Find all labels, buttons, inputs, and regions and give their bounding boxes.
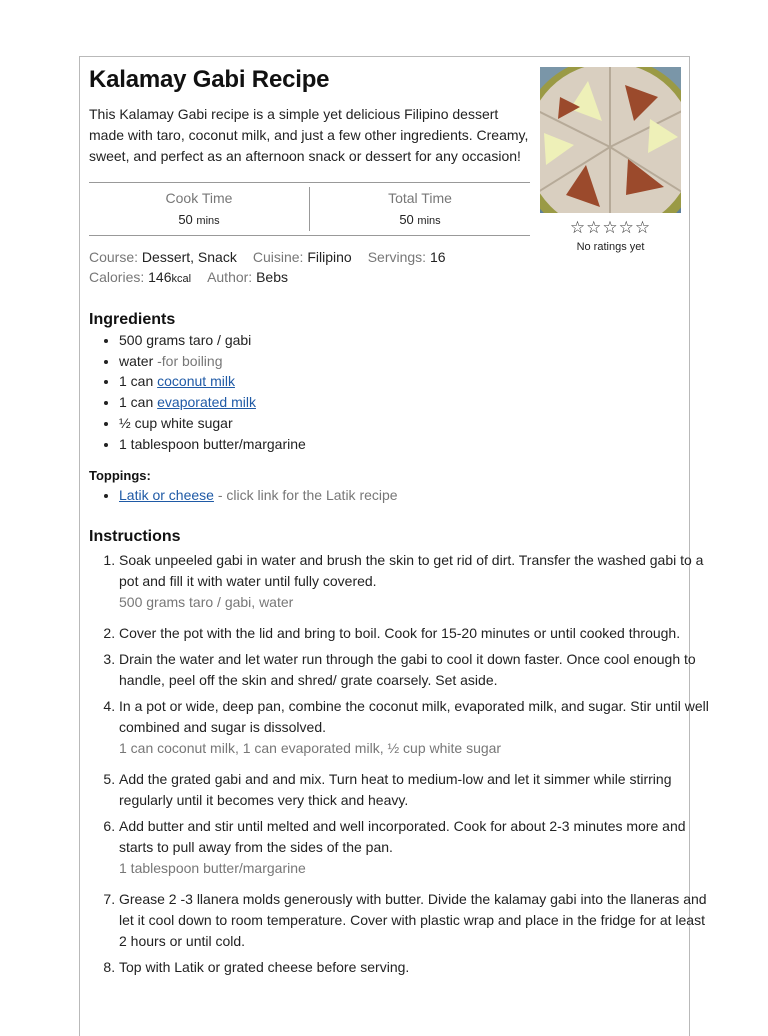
ingredient-item <box>119 371 306 392</box>
step-text: Soak unpeeled gabi in water and brush the skin to get rid of dirt. Transfer the washed gabi to a pot and fill it with water until fully covered. <box>119 552 704 589</box>
total-time-unit: mins <box>417 215 441 227</box>
calories-unit: kcal <box>171 273 192 285</box>
ingredient-note: -for boiling <box>157 352 223 369</box>
instructions-heading: Instructions <box>89 528 181 545</box>
latik-or-cheese-link[interactable]: Latik or cheese <box>119 487 214 503</box>
calories-value: 146 <box>148 269 172 285</box>
step-ingredients: 1 tablespoon butter/margarine <box>119 860 306 876</box>
topping-item <box>119 485 398 506</box>
recipe-times <box>89 182 530 236</box>
ingredient-text: water <box>119 352 154 369</box>
instruction-step <box>119 623 709 644</box>
ingredient-text: 1 can <box>119 394 158 411</box>
author-value: Bebs <box>256 269 289 285</box>
toppings-heading: Toppings: <box>89 468 151 483</box>
instruction-step <box>119 889 709 952</box>
topping-note: - click link for the Latik recipe <box>213 487 398 503</box>
instruction-step <box>119 957 709 978</box>
total-time-value <box>310 212 530 227</box>
rating-stars-icon[interactable]: ☆☆☆☆☆ <box>569 218 652 237</box>
kalamay-gabi-image <box>540 67 681 213</box>
total-time <box>310 183 530 235</box>
rating-text: No ratings yet <box>576 241 645 253</box>
ingredient-text: ½ cup white sugar <box>119 414 233 431</box>
meta-row-2 <box>89 267 446 289</box>
author-label: Author: <box>207 269 253 285</box>
step-text: Cover the pot with the lid and bring to boil. Cook for 15-20 minutes or until cooked through. <box>119 625 681 641</box>
recipe-photo[interactable] <box>540 67 681 213</box>
cook-time-label: Cook Time <box>165 190 233 206</box>
step-ingredients: 1 can coconut milk, 1 can evaporated milk, ½ cup white sugar <box>119 740 502 756</box>
toppings-list <box>89 485 398 506</box>
cook-time <box>89 187 310 231</box>
ingredient-item <box>119 413 306 434</box>
ingredients-list <box>89 330 306 454</box>
ingredient-text: 500 grams taro / gabi <box>119 332 252 348</box>
ingredient-item <box>119 330 306 351</box>
ingredient-text: 1 can <box>119 373 158 390</box>
instruction-step <box>119 649 709 691</box>
recipe-card <box>79 56 709 1036</box>
step-text: Top with Latik or grated cheese before serving. <box>119 959 410 975</box>
instruction-step <box>119 816 709 879</box>
ingredient-item <box>119 351 306 372</box>
total-time-number: 50 <box>399 212 414 227</box>
step-text: Add the grated gabi and and mix. Turn heat to medium-low and let it simmer while stirring regularly until it becomes very thick and heavy. <box>119 771 672 808</box>
calories-label: Calories: <box>89 269 145 285</box>
rating-widget <box>540 219 681 253</box>
recipe-meta <box>89 247 446 289</box>
cook-time-number: 50 <box>178 212 193 227</box>
cook-time-value <box>89 212 309 227</box>
cuisine-label: Cuisine: <box>252 249 304 265</box>
course-value: Dessert, Snack <box>141 249 237 265</box>
course-label: Course: <box>89 249 139 265</box>
ingredients-heading: Ingredients <box>89 311 176 328</box>
servings-label: Servings: <box>367 249 427 265</box>
ingredient-item <box>119 434 306 455</box>
ingredient-item <box>119 392 306 413</box>
servings-value: 16 <box>429 249 446 265</box>
instruction-step <box>119 550 709 613</box>
recipe-summary: This Kalamay Gabi recipe is a simple yet delicious Filipino dessert made with taro, coconut milk, and just a few other ingredients. Creamy, sweet, and perfect as an afternoon snack or dessert for any occasion! <box>89 106 529 164</box>
total-time-label: Total Time <box>388 190 452 206</box>
evaporated-milk-link[interactable]: evaporated milk <box>157 394 256 411</box>
ingredient-text: 1 tablespoon butter/margarine <box>119 435 306 452</box>
meta-row-1 <box>89 247 446 267</box>
recipe-title: Kalamay Gabi Recipe <box>89 66 330 93</box>
instructions-list <box>89 550 709 978</box>
step-text: Grease 2 -3 llanera molds generously with butter. Divide the kalamay gabi into the llaneras and let it cool down to room temperature. Cover with plastic wrap and place in the fridge for at least 2 hours or until cold. <box>119 891 707 949</box>
coconut-milk-link[interactable]: coconut milk <box>157 373 235 390</box>
instruction-step <box>119 696 709 759</box>
step-ingredients: 500 grams taro / gabi, water <box>119 594 294 610</box>
cuisine-value: Filipino <box>307 249 352 265</box>
step-text: Add butter and stir until melted and well incorporated. Cook for about 2-3 minutes more and starts to pull away from the sides of the pan. <box>119 818 686 855</box>
step-text: Drain the water and let water run through the gabi to cool it down faster. Once cool enough to handle, peel off the skin and shred/ grate coarsely. Set aside. <box>119 651 696 688</box>
step-text: In a pot or wide, deep pan, combine the coconut milk, evaporated milk, and sugar. Stir until well combined and sugar is dissolved. <box>119 698 709 735</box>
cook-time-unit: mins <box>196 215 220 227</box>
instruction-step <box>119 769 709 811</box>
